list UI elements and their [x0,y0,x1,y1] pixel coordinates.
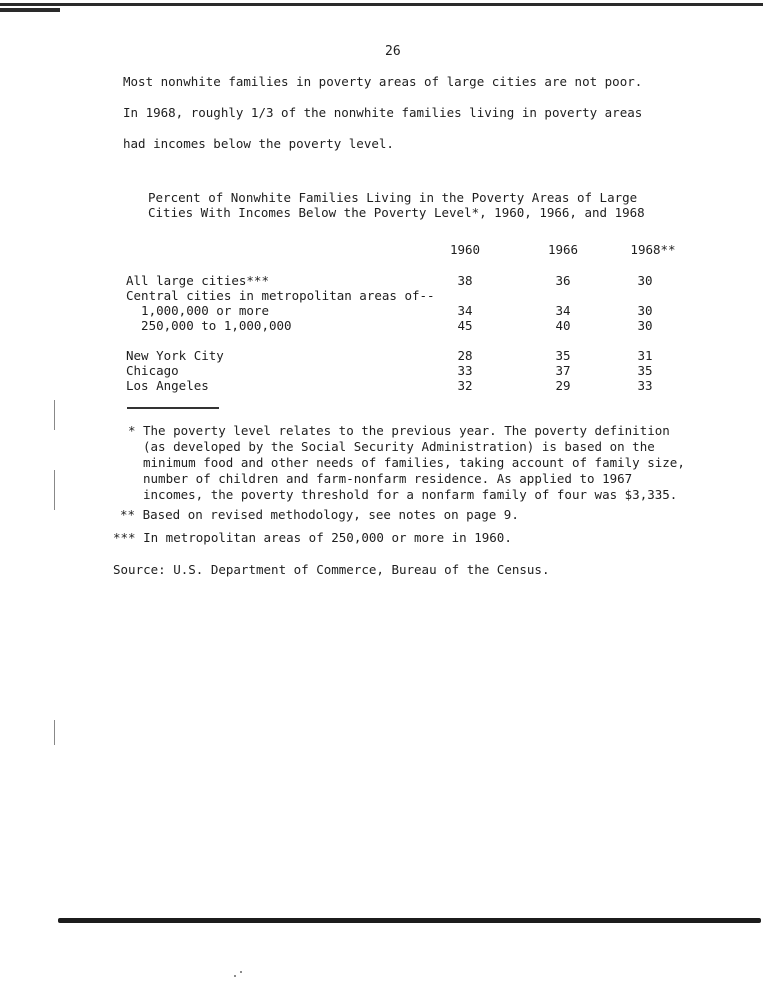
table-cell: 35 [637,363,653,378]
table-title-line: Cities With Incomes Below the Poverty Level*, 1960, 1966, and 1968 [148,205,645,220]
intro-paragraph [123,66,683,159]
table-cell: 29 [555,378,571,393]
column-header-1966: 1966 [547,242,579,257]
table-cell: 33 [637,378,653,393]
footnote-line: (as developed by the Social Security Administration) is based on the [143,439,655,454]
bottom-border-rule [58,918,761,923]
table-cell: 31 [637,348,653,363]
footnote-line: incomes, the poverty threshold for a nonfarm family of four was $3,335. [143,487,678,502]
row-label-new-york: New York City [126,348,224,363]
row-label-1m-or-more: 1,000,000 or more [126,303,269,318]
footnote-separator-rule [127,407,219,409]
row-label-los-angeles: Los Angeles [126,378,209,393]
table-cell: 30 [637,303,653,318]
table-cell: 30 [637,318,653,333]
table-cell: 36 [555,273,571,288]
table-cell: 34 [457,303,473,318]
source-note: Source: U.S. Department of Commerce, Bureau of the Census. [113,562,550,577]
footnote-line: The poverty level relates to the previous year. The poverty definition [143,423,670,438]
row-label-250k-to-1m: 250,000 to 1,000,000 [126,318,292,333]
scan-speck [240,971,242,973]
table-cell: 33 [457,363,473,378]
row-label-all-large-cities: All large cities*** [126,273,269,288]
table-cell: 32 [457,378,473,393]
intro-line: had incomes below the poverty level. [123,136,394,151]
footnote-revised-methodology: ** Based on revised methodology, see notes on page 9. [120,507,519,522]
table-title-line: Percent of Nonwhite Families Living in the Poverty Areas of Large [148,190,638,205]
intro-line: In 1968, roughly 1/3 of the nonwhite families living in poverty areas [123,105,643,120]
footnote-metropolitan-areas: *** In metropolitan areas of 250,000 or more in 1960. [113,530,512,545]
column-header-1960: 1960 [449,242,481,257]
page-number: 26 [385,44,401,59]
footnote-poverty-definition [143,423,685,503]
margin-mark [54,720,55,745]
table-cell: 45 [457,318,473,333]
scan-speck [234,975,236,977]
intro-line: Most nonwhite families in poverty areas of large cities are not poor. [123,74,643,89]
column-header-1968: 1968** [630,242,676,257]
table-cell: 38 [457,273,473,288]
table-cell: 34 [555,303,571,318]
table-cell: 28 [457,348,473,363]
top-border-rule [0,3,763,6]
margin-mark [54,400,55,430]
row-label-chicago: Chicago [126,363,179,378]
table-cell: 30 [637,273,653,288]
footnote-marker: * [128,423,136,438]
footnote-line: number of children and farm-nonfarm residence. As applied to 1967 [143,471,633,486]
top-border-rule-thick [0,8,60,12]
table-cell: 37 [555,363,571,378]
table-cell: 35 [555,348,571,363]
table-title [148,190,688,220]
margin-mark [54,470,55,510]
table-cell: 40 [555,318,571,333]
row-label-central-cities: Central cities in metropolitan areas of-- [126,288,435,303]
footnote-line: minimum food and other needs of families, taking account of family size, [143,455,685,470]
